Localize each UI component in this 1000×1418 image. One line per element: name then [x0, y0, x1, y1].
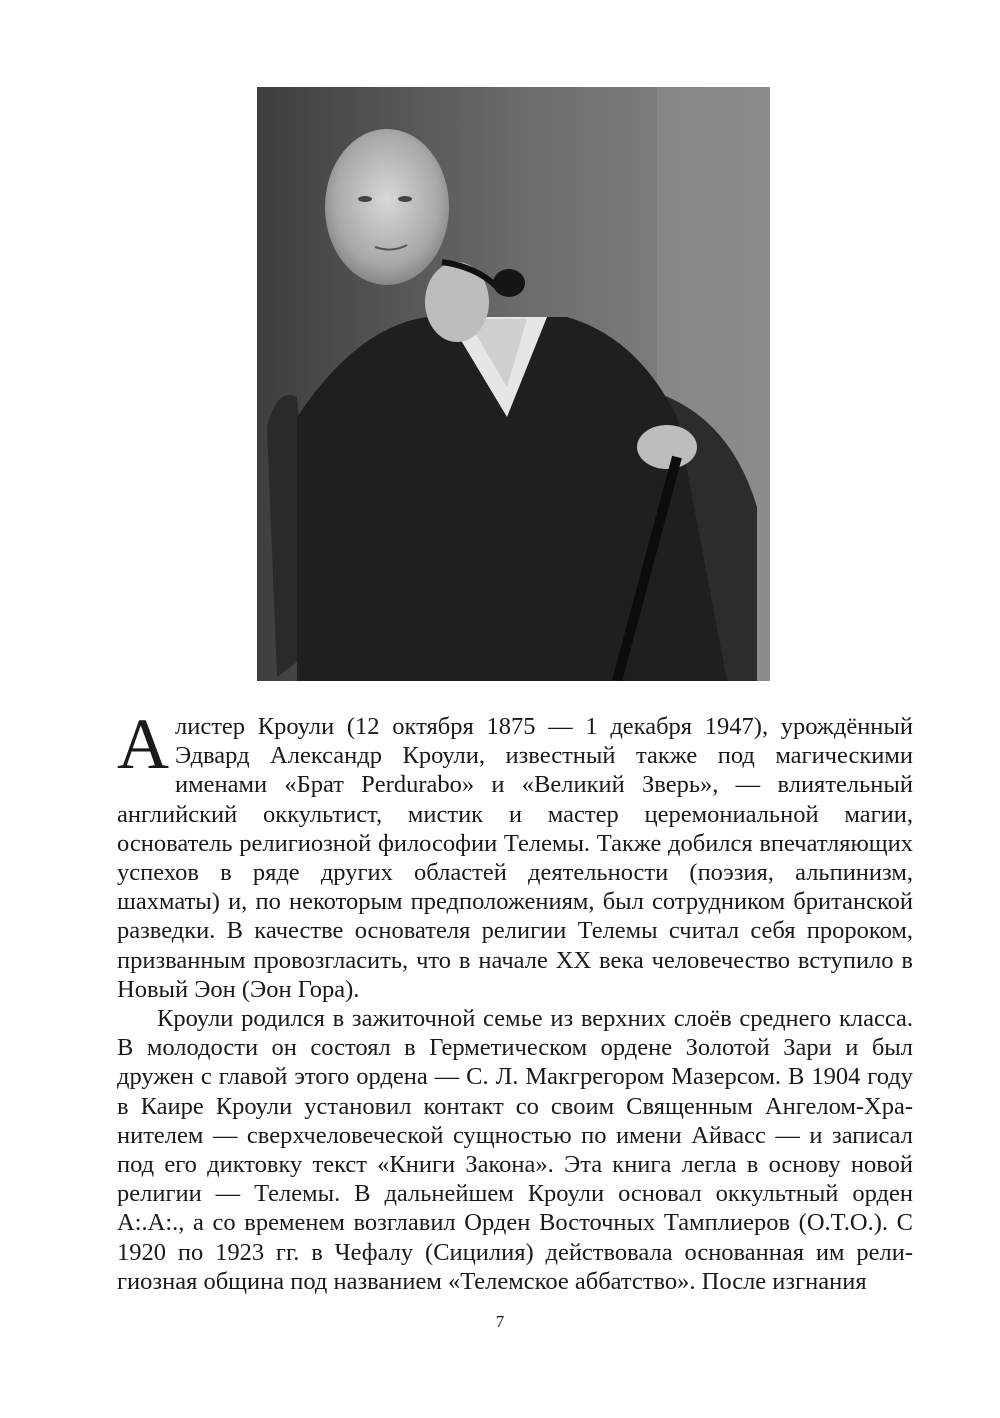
paragraph-2: Кроули родился в зажиточной семье из верхних слоёв среднего класса. В молодости он состоял в Герметическом ордене Золотой Зари и был дружен с главой этого ордена — С. Л. Макгрегором Мазерсом. В 1904 году в Каире Кроули установил контакт со своим Священным Ангелом-Хранителем — сверхчеловеческой сущностью по имени Айвасс — и записал под его диктовку текст «Книги Закона». Эта книга легла в основу новой религии — Телемы. В дальнейшем Кроули основал оккультный орден A:.A:., а со временем возглавил Орден Восточных Тамплиеров (O.T.O.). С 1920 по 1923 гг. в Чефалу (Сицилия) действовала основанная им религиозная община под названием «Телемское аббатство». После изгнания — [117, 1005, 913, 1295]
drop-cap: А — [117, 704, 169, 784]
portrait-photo — [257, 87, 770, 681]
page-number: 7 — [495, 1312, 505, 1331]
body-text — [117, 704, 913, 1296]
paragraph-1-text: листер Кроули (12 октября 1875 — 1 декабря 1947), урождённый Эдвард Александр Кроули, известный также под магическими именами «Брат Perdurabo» и «Великий Зверь», — влиятельный английский оккультист, мистик и мастер церемониальной магии, основатель религиозной философии Телемы. Также добился впечатляющих успехов в ряде других областей деятельности (поэзия, альпинизм, шахматы) и, по некоторым предположениям, был сотрудником британской разведки. В качестве основателя религии Телемы считал себя пророком, призванным провозгласить, что в начале XX века человечество вступило в Новый Эон (Эон Гора). — [117, 713, 913, 1003]
paragraph-1 — [117, 704, 913, 1004]
